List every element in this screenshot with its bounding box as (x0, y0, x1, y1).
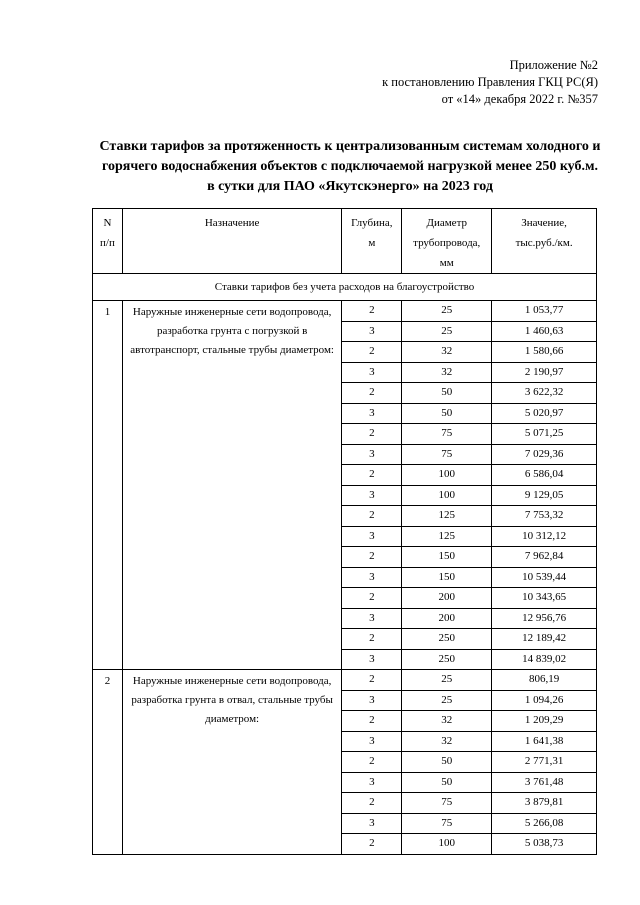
header-diameter: Диаметр трубопровода, мм (402, 209, 492, 274)
cell-diameter: 125 (402, 526, 492, 547)
cell-depth: 2 (342, 383, 402, 404)
cell-diameter: 200 (402, 588, 492, 609)
cell-diameter: 150 (402, 547, 492, 568)
cell-value: 12 189,42 (492, 629, 597, 650)
header-depth: Глубина, м (342, 209, 402, 274)
cell-depth: 3 (342, 321, 402, 342)
cell-depth: 2 (342, 301, 402, 322)
cell-value: 1 209,29 (492, 711, 597, 732)
cell-diameter: 50 (402, 752, 492, 773)
cell-depth: 3 (342, 485, 402, 506)
cell-diameter: 32 (402, 342, 492, 363)
cell-value: 5 071,25 (492, 424, 597, 445)
row-number: 1 (93, 301, 123, 670)
cell-depth: 2 (342, 752, 402, 773)
cell-value: 3 879,81 (492, 793, 597, 814)
cell-depth: 3 (342, 608, 402, 629)
cell-diameter: 150 (402, 567, 492, 588)
cell-diameter: 75 (402, 424, 492, 445)
cell-diameter: 250 (402, 649, 492, 670)
document-title (80, 137, 620, 197)
cell-value: 5 038,73 (492, 834, 597, 855)
row-number: 2 (93, 670, 123, 855)
cell-diameter: 50 (402, 383, 492, 404)
cell-diameter: 50 (402, 772, 492, 793)
title-line-1: Ставки тарифов за протяженность к централизованным системам холодного и (99, 139, 601, 154)
table-header-row (93, 209, 597, 274)
cell-value: 1 460,63 (492, 321, 597, 342)
appendix-date: от «14» декабря 2022 г. №357 (441, 92, 598, 106)
cell-value: 10 343,65 (492, 588, 597, 609)
cell-diameter: 100 (402, 485, 492, 506)
cell-value: 7 029,36 (492, 444, 597, 465)
cell-value: 6 586,04 (492, 465, 597, 486)
cell-depth: 3 (342, 813, 402, 834)
cell-depth: 2 (342, 588, 402, 609)
section-row (93, 274, 597, 301)
header-num: N п/п (93, 209, 123, 274)
cell-value: 9 129,05 (492, 485, 597, 506)
cell-depth: 2 (342, 465, 402, 486)
tariff-table (92, 208, 597, 855)
cell-depth: 3 (342, 690, 402, 711)
cell-depth: 3 (342, 731, 402, 752)
appendix-number: Приложение №2 (509, 58, 598, 72)
cell-value: 7 962,84 (492, 547, 597, 568)
cell-depth: 2 (342, 547, 402, 568)
cell-diameter: 200 (402, 608, 492, 629)
row-purpose: Наружные инженерные сети водопровода, разработка грунта в отвал, стальные трубы диаметром: (122, 670, 341, 855)
cell-depth: 2 (342, 506, 402, 527)
title-line-3: в сутки для ПАО «Якутскэнерго» на 2023 год (207, 179, 493, 194)
cell-value: 1 053,77 (492, 301, 597, 322)
cell-value: 1 641,38 (492, 731, 597, 752)
cell-diameter: 75 (402, 444, 492, 465)
cell-diameter: 25 (402, 301, 492, 322)
cell-depth: 3 (342, 567, 402, 588)
cell-depth: 3 (342, 362, 402, 383)
cell-depth: 2 (342, 342, 402, 363)
cell-value: 3 622,32 (492, 383, 597, 404)
cell-value: 3 761,48 (492, 772, 597, 793)
cell-value: 1 580,66 (492, 342, 597, 363)
cell-value: 806,19 (492, 670, 597, 691)
cell-value: 5 020,97 (492, 403, 597, 424)
cell-depth: 3 (342, 649, 402, 670)
cell-diameter: 75 (402, 793, 492, 814)
cell-depth: 3 (342, 403, 402, 424)
cell-value: 2 190,97 (492, 362, 597, 383)
header-purpose: Назначение (122, 209, 341, 274)
cell-diameter: 32 (402, 711, 492, 732)
row-purpose: Наружные инженерные сети водопровода, разработка грунта с погрузкой в автотранспорт, стальные трубы диаметром: (122, 301, 341, 670)
cell-depth: 3 (342, 526, 402, 547)
cell-diameter: 50 (402, 403, 492, 424)
cell-value: 10 539,44 (492, 567, 597, 588)
cell-value: 12 956,76 (492, 608, 597, 629)
cell-diameter: 32 (402, 362, 492, 383)
cell-depth: 2 (342, 834, 402, 855)
cell-value: 10 312,12 (492, 526, 597, 547)
cell-diameter: 25 (402, 690, 492, 711)
table-row (93, 301, 597, 322)
cell-depth: 3 (342, 444, 402, 465)
appendix-decree: к постановлению Правления ГКЦ РС(Я) (382, 75, 598, 89)
cell-diameter: 25 (402, 321, 492, 342)
cell-depth: 2 (342, 711, 402, 732)
appendix-header (382, 57, 598, 108)
cell-value: 1 094,26 (492, 690, 597, 711)
cell-depth: 2 (342, 793, 402, 814)
cell-depth: 2 (342, 629, 402, 650)
cell-diameter: 125 (402, 506, 492, 527)
cell-depth: 3 (342, 772, 402, 793)
cell-value: 14 839,02 (492, 649, 597, 670)
cell-diameter: 250 (402, 629, 492, 650)
cell-diameter: 100 (402, 465, 492, 486)
section-title: Ставки тарифов без учета расходов на благоустройство (93, 274, 597, 301)
header-value: Значение, тыс.руб./км. (492, 209, 597, 274)
table-row (93, 670, 597, 691)
cell-depth: 2 (342, 424, 402, 445)
cell-diameter: 32 (402, 731, 492, 752)
title-line-2: горячего водоснабжения объектов с подключаемой нагрузкой менее 250 куб.м. (101, 159, 599, 174)
cell-depth: 2 (342, 670, 402, 691)
cell-value: 2 771,31 (492, 752, 597, 773)
cell-diameter: 25 (402, 670, 492, 691)
cell-diameter: 100 (402, 834, 492, 855)
cell-value: 5 266,08 (492, 813, 597, 834)
cell-value: 7 753,32 (492, 506, 597, 527)
cell-diameter: 75 (402, 813, 492, 834)
